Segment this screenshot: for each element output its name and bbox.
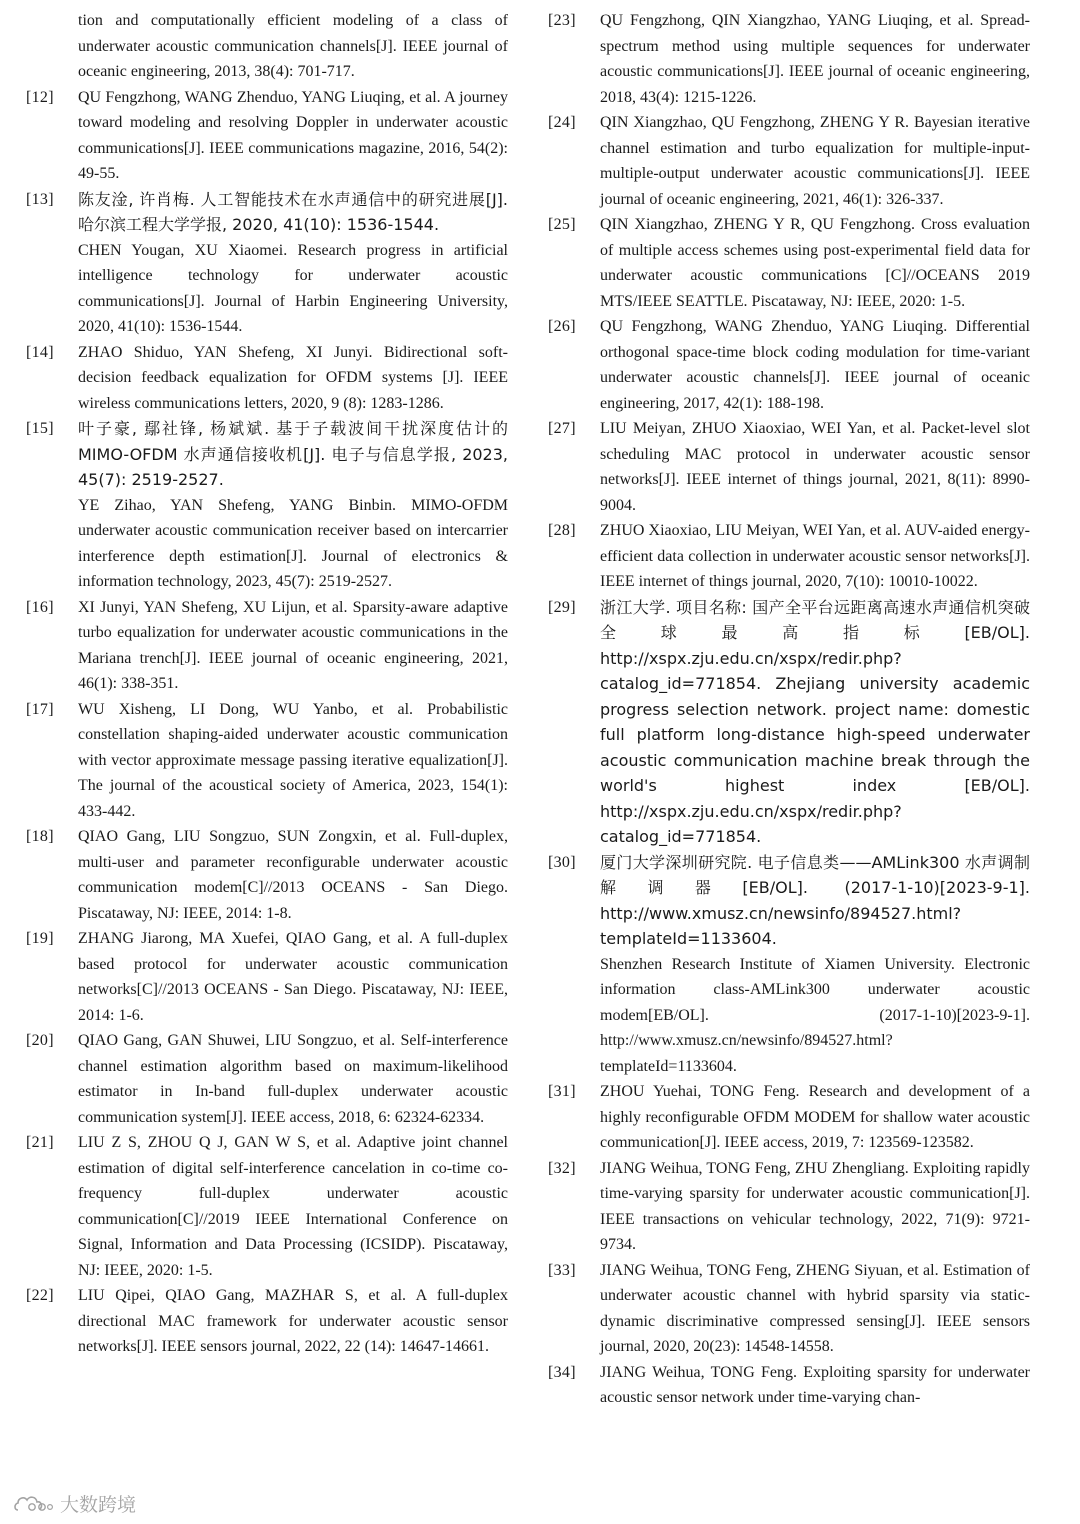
- reference-text: QIAO Gang, LIU Songzuo, SUN Zongxin, et al. Full-duplex, multi-user and parameter reconfigurable underwater acoustic communication modem[C]//2013 OCEANS - San Diego. Piscataway, NJ: IEEE, 2014: 1-8.: [78, 828, 508, 922]
- reference-text: LIU Meiyan, ZHUO Xiaoxiao, WEI Yan, et al. Packet-level slot scheduling MAC protocol in underwater acoustic sensor networks[J]. IEEE internet of things journal, 2021, 8(11): 8990-9004.: [600, 420, 1030, 514]
- reference-continuation: [26, 8, 508, 85]
- reference-text: QIAO Gang, GAN Shuwei, LIU Songzuo, et al. Self-interference channel estimation algorithm based on maximum-likelihood estimator in In-band full-duplex underwater acoustic communication system[J]. IEEE access, 2018, 6: 62324-62334.: [78, 1032, 508, 1126]
- reference-text: 陈友淦, 许肖梅. 人工智能技术在水声通信中的研究进展[J]. 哈尔滨工程大学学报, 2020, 41(10): 1536-1544.: [78, 189, 508, 234]
- reference-number: [15]: [26, 420, 54, 437]
- reference-text: 叶子豪, 鄢社锋, 杨斌斌. 基于子载波间干扰深度估计的 MIMO-OFDM 水声通信接收机[J]. 电子与信息学报, 2023, 45(7): 2519-2527.: [78, 419, 508, 489]
- reference-text: ZHUO Xiaoxiao, LIU Meiyan, WEI Yan, et al. AUV-aided energy-efficient data collection in underwater acoustic sensor networks[J]. IEEE internet of things journal, 2020, 7(10): 10010-10022.: [600, 522, 1030, 590]
- reference-number: [27]: [548, 420, 576, 437]
- reference-number: [29]: [548, 598, 576, 616]
- reference-number: [34]: [548, 1363, 576, 1381]
- reference-text: 浙江大学. 项目名称: 国产全平台远距离高速水声通信机突破全球最高指标[EB/OL]. http://xspx.zju.edu.cn/xspx/redir.php?catalog_id=771854. Zhejiang university academic progress selection network. project name: domestic full platform long-distance high-speed underwater acoustic communication machine break through the world's highest index [EB/OL]. http://xspx.zju.edu.cn/xspx/redir.php?catalog_id=771854.: [600, 597, 1030, 846]
- reference-text: JIANG Weihua, TONG Feng, ZHU Zhengliang. Exploiting rapidly time-varying sparsity for underwater acoustic communication[J]. IEEE transactions on vehicular technology, 2022, 71(9): 9721-9734.: [600, 1159, 1030, 1253]
- reference-text: XI Junyi, YAN Shefeng, XU Lijun, et al. Sparsity-aware adaptive turbo equalization for underwater acoustic communications in the Mariana trench[J]. IEEE journal of oceanic engineering, 2021, 46(1): 338-351.: [78, 598, 508, 692]
- reference-entry: [548, 416, 1030, 518]
- reference-text: LIU Qipei, QIAO Gang, MAZHAR S, et al. A full-duplex directional MAC framework for underwater acoustic sensor networks[J]. IEEE sensors journal, 2022, 22 (14): 14647-14661.: [78, 1287, 508, 1355]
- reference-number: [21]: [26, 1134, 54, 1151]
- reference-continuation: [548, 952, 1030, 1080]
- reference-entry: [548, 1360, 1030, 1411]
- reference-number: [33]: [548, 1261, 576, 1279]
- reference-entry: [548, 8, 1030, 110]
- reference-entry: [26, 697, 508, 825]
- reference-entry: [548, 110, 1030, 212]
- reference-entry: [548, 1258, 1030, 1360]
- reference-entry: [26, 926, 508, 1028]
- left-column: [26, 8, 508, 1360]
- reference-number: [12]: [26, 88, 54, 106]
- reference-entry: [548, 850, 1030, 952]
- reference-number: [16]: [26, 598, 54, 616]
- reference-text: JIANG Weihua, TONG Feng. Exploiting sparsity for underwater acoustic sensor network under time-varying chan-: [600, 1363, 1030, 1406]
- watermark: [12, 1490, 136, 1517]
- reference-number: [20]: [26, 1032, 54, 1049]
- reference-text: QU Fengzhong, QIN Xiangzhao, YANG Liuqing, et al. Spread-spectrum method using multiple sequences for underwater acoustic communications[J]. IEEE journal of oceanic engineering, 2018, 43(4): 1215-1226.: [600, 12, 1030, 106]
- reference-entry: [548, 314, 1030, 416]
- reference-entry: [26, 1028, 508, 1130]
- reference-number: [14]: [26, 343, 54, 361]
- reference-text: ZHOU Yuehai, TONG Feng. Research and development of a highly reconfigurable OFDM MODEM for shallow water acoustic communication[J]. IEEE access, 2019, 7: 123569-123582.: [600, 1083, 1030, 1151]
- reference-entry: [548, 1079, 1030, 1156]
- reference-continuation: [26, 238, 508, 340]
- reference-continuation: [26, 493, 508, 595]
- reference-entry: [26, 1283, 508, 1360]
- reference-number: [22]: [26, 1287, 54, 1304]
- reference-entry: [548, 1156, 1030, 1258]
- reference-text: CHEN Yougan, XU Xiaomei. Research progress in artificial intelligence technology for underwater acoustic communications[J]. Journal of Harbin Engineering University, 2020, 41(10): 1536-1544.: [78, 241, 508, 335]
- reference-number: [25]: [548, 216, 576, 233]
- reference-number: [26]: [548, 318, 576, 335]
- watermark-text: 大数跨境: [60, 1494, 137, 1516]
- reference-number: [31]: [548, 1083, 576, 1100]
- reference-text: tion and computationally efficient modeling of a class of underwater acoustic communication channels[J]. IEEE journal of oceanic engineering, 2013, 38(4): 701-717.: [78, 12, 508, 80]
- reference-entry: [548, 212, 1030, 314]
- reference-number: [18]: [26, 828, 54, 845]
- reference-entry: [26, 595, 508, 697]
- reference-entry: [26, 85, 508, 187]
- reference-entry: [26, 824, 508, 926]
- reference-text: QU Fengzhong, WANG Zhenduo, YANG Liuqing. Differential orthogonal space-time block coding modulation for time-variant underwater acoustic channels[J]. IEEE journal of oceanic engineering, 2017, 42(1): 188-198.: [600, 318, 1030, 412]
- reference-number: [23]: [548, 12, 576, 29]
- reference-text: Shenzhen Research Institute of Xiamen University. Electronic information class-AMLink300 underwater acoustic modem[EB/OL]. (2017-1-10)[2023-9-1]. http://www.xmusz.cn/newsinfo/894527.html? templateId=1133604.: [600, 955, 1030, 1075]
- reference-number: [17]: [26, 700, 54, 718]
- reference-number: [28]: [548, 522, 576, 539]
- reference-number: [32]: [548, 1159, 576, 1177]
- reference-number: [30]: [548, 853, 576, 871]
- reference-entry: [548, 595, 1030, 850]
- reference-text: 厦门大学深圳研究院. 电子信息类——AMLink300 水声调制解调器[EB/OL]. (2017-1-10)[2023-9-1]. http://www.xmusz.cn/newsinfo/894527.html?templateId=1133604.: [600, 852, 1030, 948]
- reference-entry: [548, 518, 1030, 595]
- reference-entry: [26, 416, 508, 493]
- reference-text: ZHAO Shiduo, YAN Shefeng, XI Junyi. Bidirectional soft-decision feedback equalization for OFDM systems [J]. IEEE wireless communications letters, 2020, 9 (8): 1283-1286.: [78, 343, 508, 412]
- reference-text: ZHANG Jiarong, MA Xuefei, QIAO Gang, et al. A full-duplex based protocol for underwater acoustic communication networks[C]//2013 OCEANS - San Diego. Piscataway, NJ: IEEE, 2014: 1-6.: [78, 930, 508, 1024]
- reference-text: YE Zihao, YAN Shefeng, YANG Binbin. MIMO-OFDM underwater acoustic communication receiver based on intercarrier interference depth estimation[J]. Journal of electronics & information technology, 2023, 45(7): 2519-2527.: [78, 496, 508, 590]
- reference-text: WU Xisheng, LI Dong, WU Yanbo, et al. Probabilistic constellation shaping-aided underwater acoustic communication with vector approximate message passing iterative equalization[J]. The journal of the acoustical society of America, 2023, 154(1): 433-442.: [78, 700, 508, 820]
- reference-entry: [26, 187, 508, 238]
- reference-entry: [26, 1130, 508, 1283]
- reference-text: QIN Xiangzhao, ZHENG Y R, QU Fengzhong. Cross evaluation of multiple access schemes using post-experimental field data for underwater acoustic communications [C]//OCEANS 2019 MTS/IEEE SEATTLE. Piscataway, NJ: IEEE, 2020: 1-5.: [600, 216, 1030, 310]
- reference-text: LIU Z S, ZHOU Q J, GAN W S, et al. Adaptive joint channel estimation of digital self-interference cancelation in co-time co-frequency full-duplex underwater acoustic communication[C]//2019 IEEE International Conference on Signal, Information and Data Processing (ICSIDP). Piscataway, NJ: IEEE, 2020: 1-5.: [78, 1134, 508, 1279]
- reference-number: [13]: [26, 190, 54, 208]
- reference-number: [24]: [548, 114, 576, 131]
- cloud-logo-icon: [12, 1492, 54, 1516]
- reference-text: QIN Xiangzhao, QU Fengzhong, ZHENG Y R. Bayesian iterative channel estimation and turbo equalization for multiple-input-multiple-output underwater acoustic communications[J]. IEEE journal of oceanic engineering, 2021, 46(1): 326-337.: [600, 114, 1030, 208]
- reference-entry: [26, 340, 508, 417]
- right-column: [548, 8, 1030, 1411]
- reference-text: QU Fengzhong, WANG Zhenduo, YANG Liuqing, et al. A journey toward modeling and resolving Doppler in underwater acoustic communications[J]. IEEE communications magazine, 2016, 54(2): 49-55.: [78, 88, 508, 182]
- reference-number: [19]: [26, 930, 54, 947]
- reference-text: JIANG Weihua, TONG Feng, ZHENG Siyuan, et al. Estimation of underwater acoustic channel with hybrid sparsity via static-dynamic discriminative compressed sensing[J]. IEEE sensors journal, 2020, 20(23): 14548-14558.: [600, 1261, 1030, 1355]
